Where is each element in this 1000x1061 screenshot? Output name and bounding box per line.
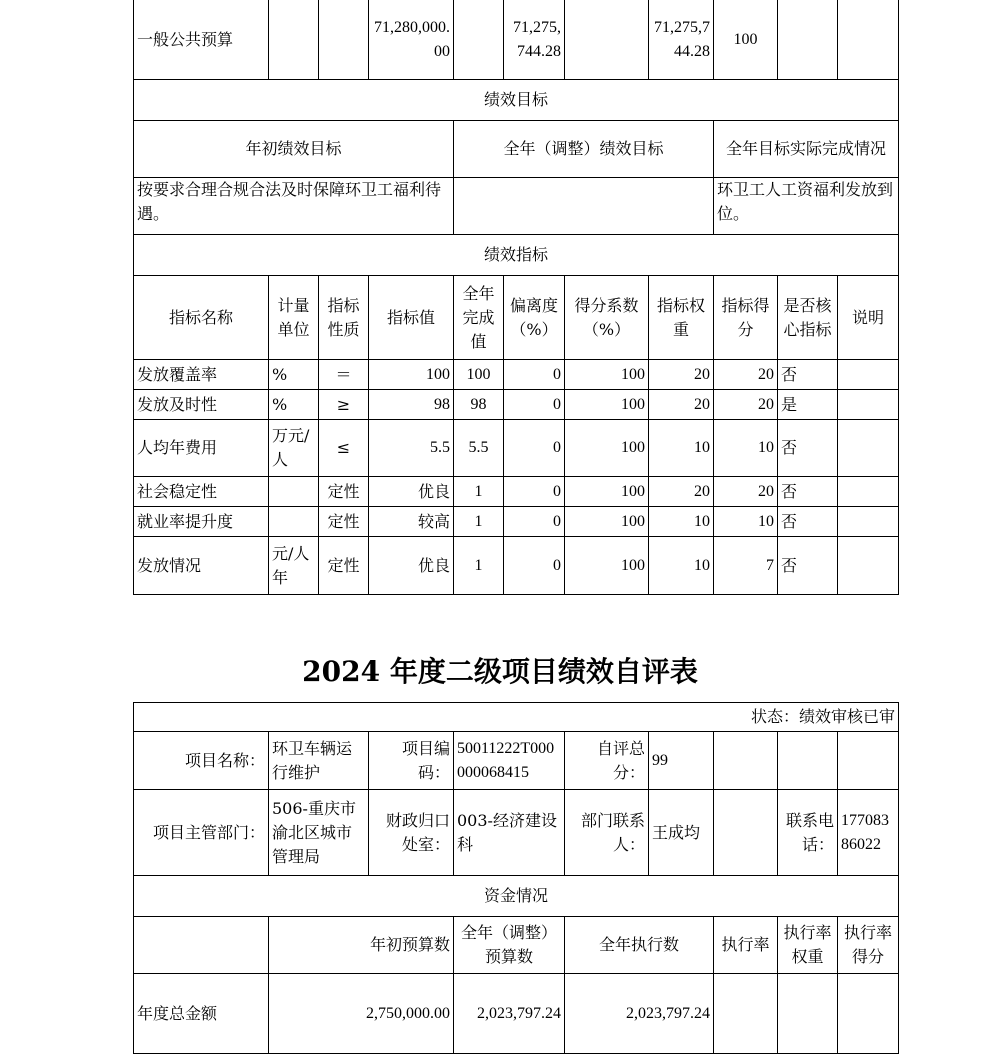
col-rate-score: 执行率得分 <box>838 917 899 974</box>
goal-actual-value: 环卫工人工资福利发放到位。 <box>714 178 899 235</box>
indicator-header-row <box>134 276 899 360</box>
goal-adjusted-header: 全年（调整）绩效目标 <box>454 121 714 178</box>
contact-label: 部门联系人： <box>565 790 649 876</box>
col-exec-rate: 执行率 <box>714 917 778 974</box>
col-header: 计量单位 <box>269 276 319 360</box>
budget-adjusted: 71,275,744.28 <box>504 0 565 80</box>
col-header: 指标得分 <box>714 276 778 360</box>
total-initial: 2,750,000.00 <box>269 974 454 1054</box>
budget-rate: 100 <box>714 0 778 80</box>
col-header: 全年完成值 <box>454 276 504 360</box>
fin-office: 003-经济建设科 <box>454 790 565 876</box>
table-row: 就业率提升度 定性 较高 1 0 100 10 10 否 <box>134 507 899 537</box>
col-header: 指标值 <box>369 276 454 360</box>
goal-initial-value: 按要求合理合规合法及时保障环卫工福利待遇。 <box>134 178 454 235</box>
table-row: 发放情况 元/人年 定性 优良 1 0 100 10 7 否 <box>134 537 899 595</box>
table-row: 发放覆盖率 % ＝ 100 100 0 100 20 20 否 <box>134 360 899 390</box>
contact: 王成均 <box>649 790 714 876</box>
funds-header: 资金情况 <box>134 876 899 917</box>
budget-source-name: 一般公共预算 <box>134 0 269 80</box>
project-name: 环卫车辆运行维护 <box>269 732 369 790</box>
perf-indicators-header: 绩效指标 <box>134 235 899 276</box>
performance-table <box>133 0 899 595</box>
project-table <box>133 702 899 1054</box>
table-row: 人均年费用 万元/人 ≤ 5.5 5.5 0 100 10 10 否 <box>134 420 899 477</box>
col-header: 偏离度（%） <box>504 276 565 360</box>
total-adjusted: 2,023,797.24 <box>454 974 565 1054</box>
page-title: 2024 年度二级项目绩效自评表 <box>302 655 698 688</box>
col-header: 得分系数（%） <box>565 276 649 360</box>
budget-initial: 71,280,000.00 <box>369 0 454 80</box>
col-initial-budget: 年初预算数 <box>269 917 454 974</box>
project-code-label: 项目编码： <box>369 732 454 790</box>
perf-goals-header: 绩效目标 <box>134 80 899 121</box>
phone: 17708386022 <box>838 790 899 876</box>
col-header: 指标名称 <box>134 276 269 360</box>
self-score-label: 自评总分： <box>565 732 649 790</box>
col-header: 指标性质 <box>319 276 369 360</box>
self-score: 99 <box>649 732 714 790</box>
table-row <box>134 974 899 1054</box>
col-executed: 全年执行数 <box>565 917 714 974</box>
budget-executed: 71,275,744.28 <box>649 0 714 80</box>
dept: 506-重庆市渝北区城市管理局 <box>269 790 369 876</box>
fin-office-label: 财政归口处室： <box>369 790 454 876</box>
project-code: 50011222T000000068415 <box>454 732 565 790</box>
dept-label: 项目主管部门： <box>134 790 269 876</box>
project-name-label: 项目名称： <box>134 732 269 790</box>
budget-row <box>134 0 899 80</box>
total-executed: 2,023,797.24 <box>565 974 714 1054</box>
col-header: 指标权重 <box>649 276 714 360</box>
col-header: 是否核心指标 <box>778 276 838 360</box>
col-header: 说明 <box>838 276 899 360</box>
table-row: 社会稳定性 定性 优良 1 0 100 20 20 否 <box>134 477 899 507</box>
goal-actual-header: 全年目标实际完成情况 <box>714 121 899 178</box>
status-text: 状态：绩效审核已审 <box>134 703 899 732</box>
phone-label: 联系电话： <box>778 790 838 876</box>
table-row: 发放及时性 % ≥ 98 98 0 100 20 20 是 <box>134 390 899 420</box>
total-row-label: 年度总金额 <box>134 974 269 1054</box>
col-adjusted-budget: 全年（调整）预算数 <box>454 917 565 974</box>
col-rate-weight: 执行率权重 <box>778 917 838 974</box>
goal-initial-header: 年初绩效目标 <box>134 121 454 178</box>
goal-adjusted-value <box>454 178 714 235</box>
